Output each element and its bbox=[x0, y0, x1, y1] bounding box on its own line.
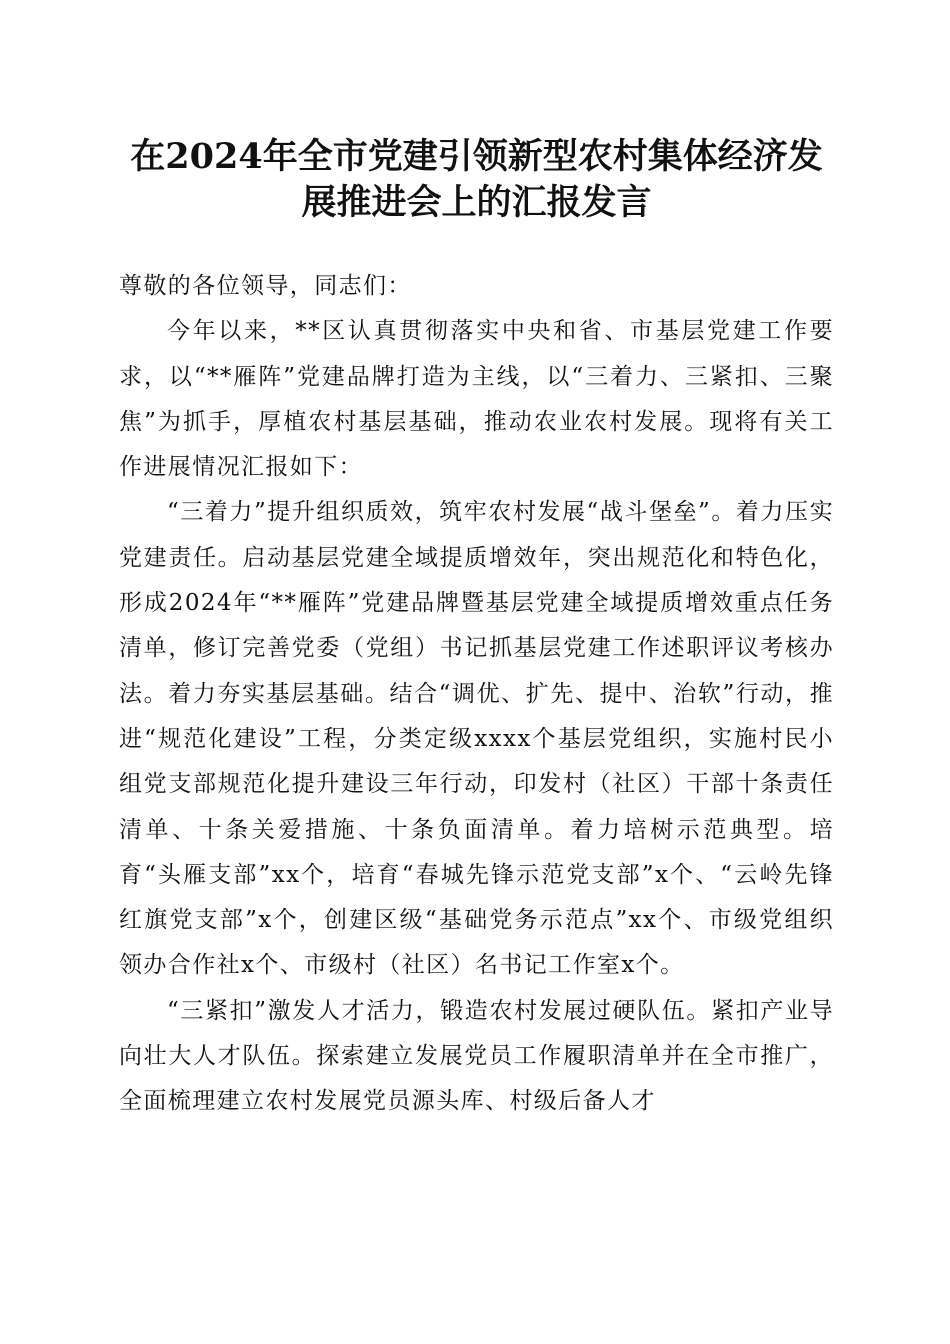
paragraph-intro: 今年以来，**区认真贯彻落实中央和省、市基层党建工作要求，以“**雁阵”党建品牌打造为主线，以“三着力、三紧扣、三聚焦”为抓手，厚植农村基层基础，推动农业农村发展。现将有关工作进展情况汇报如下： bbox=[119, 318, 834, 481]
title-line-2: 展推进会上的汇报发言 bbox=[301, 182, 652, 223]
title-line-1: 在2024年全市党建引领新型农村集体经济发 bbox=[130, 136, 823, 177]
document-body bbox=[119, 264, 834, 1125]
paragraph-organization: “三着力”提升组织质效，筑牢农村发展“战斗堡垒”。着力压实党建责任。启动基层党建全域提质增效年，突出规范化和特色化，形成2024年“**雁阵”党建品牌暨基层党建全域提质增效重点任务清单，修订完善党委（党组）书记抓基层党建工作述职评议考核办法。着力夯实基层基础。结合“调优、扩先、提中、治软”行动，推进“规范化建设”工程，分类定级xxxx个基层党组织，实施村民小组党支部规范化提升建设三年行动，印发村（社区）干部十条责任清单、十条关爱措施、十条负面清单。着力培树示范典型。培育“头雁支部”xx个，培育“春城先锋示范党支部”x个、“云岭先锋红旗党支部”x个，创建区级“基础党务示范点”xx个、市级党组织领办合作社x个、市级村（社区）名书记工作室x个。 bbox=[119, 499, 834, 979]
document-title bbox=[119, 134, 834, 226]
paragraph-talent: “三紧扣”激发人才活力，锻造农村发展过硬队伍。紧扣产业导向壮大人才队伍。探索建立发展党员工作履职清单并在全市推广，全面梳理建立农村发展党员源头库、村级后备人才 bbox=[119, 997, 834, 1115]
salutation: 尊敬的各位领导，同志们： bbox=[119, 273, 412, 299]
